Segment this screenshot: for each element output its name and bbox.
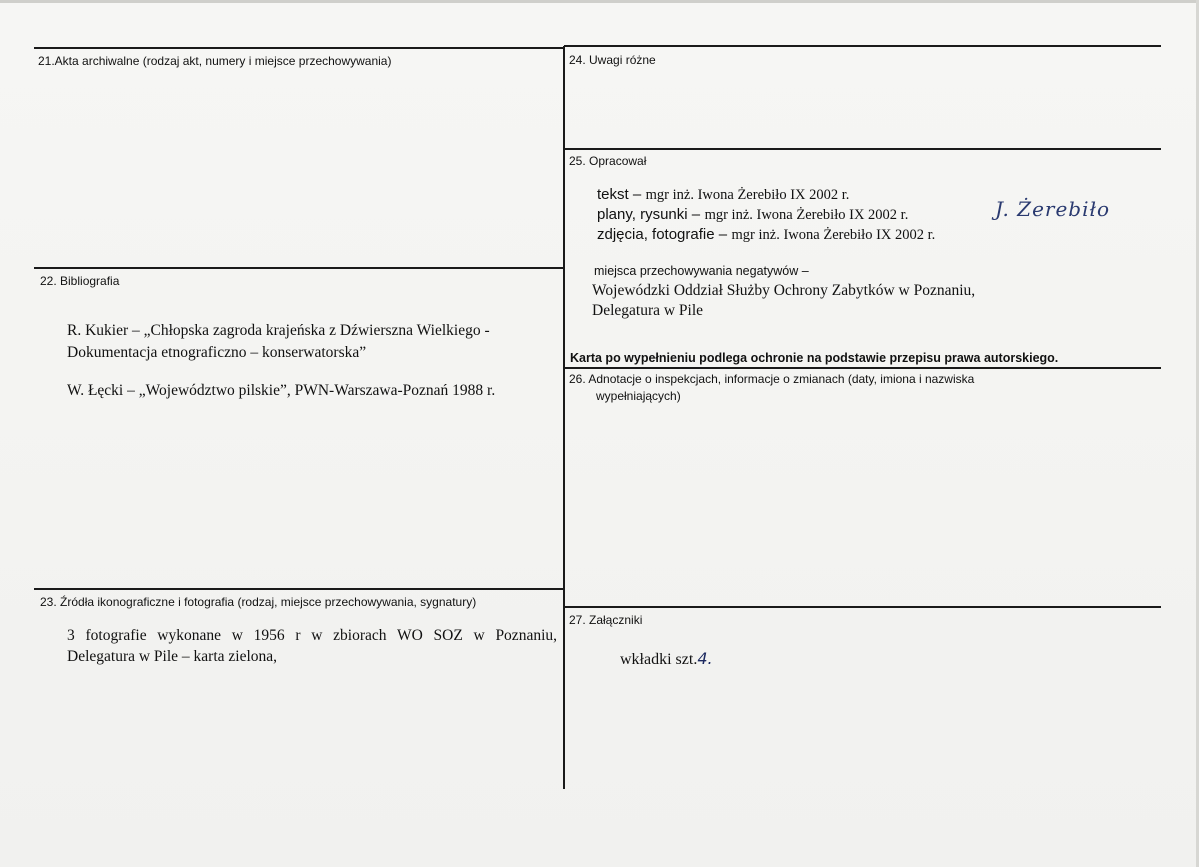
bibliography-entry-2: W. Łęcki – „Województwo pilskie”, PWN-Warszawa-Poznań 1988 r.: [67, 382, 496, 399]
top-rule-right: [564, 45, 1161, 47]
top-rule-left: [34, 47, 564, 49]
prepared-by-role: plany, rysunki –: [597, 206, 701, 223]
handwritten-signature: J. Żerebiło: [995, 197, 1111, 221]
section-26-label-line-1: 26. Adnotacje o inspekcjach, informacje o zmianach (daty, imiona i nazwiska: [569, 372, 975, 386]
attachments-label: wkładki szt.: [620, 651, 698, 668]
section-23-label: 23. Źródła ikonograficzne i fotografia (rodzaj, miejsce przechowywania, sygnatury): [40, 595, 477, 609]
section-22-label: 22. Bibliografia: [40, 274, 120, 288]
prepared-by-role: zdjęcia, fotografie –: [597, 226, 728, 243]
center-divider: [563, 46, 565, 789]
copyright-note: Karta po wypełnieniu podlega ochronie na podstawie przepisu prawa autorskiego.: [570, 351, 1059, 365]
rule-27: [564, 606, 1161, 608]
section-24-label: 24. Uwagi różne: [569, 53, 656, 67]
prepared-by-role: tekst –: [597, 186, 642, 203]
prepared-by-value: mgr inż. Iwona Żerebiło IX 2002 r.: [704, 207, 909, 223]
attachments-handwritten-count: 4.: [697, 649, 713, 668]
negatives-storage-line-2: Delegatura w Pile: [592, 302, 704, 319]
prepared-by-row-plans: [597, 204, 908, 226]
section-21-label: 21.Akta archiwalne (rodzaj akt, numery i miejsce przechowywania): [38, 54, 392, 68]
attachments-text: [620, 648, 713, 670]
iconography-text-line-1: 3 fotografie wykonane w 1956 r w zbiorach WO SOZ w Poznaniu,: [67, 627, 557, 644]
negatives-storage-line-1: Wojewódzki Oddział Służby Ochrony Zabytków w Poznaniu,: [592, 282, 976, 299]
prepared-by-row-text: [597, 184, 849, 206]
prepared-by-value: mgr inż. Iwona Żerebiło IX 2002 r.: [645, 187, 850, 203]
rule-22: [34, 267, 564, 269]
card-top-edge: [0, 0, 1199, 3]
rule-26: [564, 367, 1161, 369]
prepared-by-value: mgr inż. Iwona Żerebiło IX 2002 r.: [731, 227, 936, 243]
section-27-label: 27. Załączniki: [569, 613, 643, 627]
rule-23: [34, 588, 564, 590]
prepared-by-row-photos: [597, 224, 935, 246]
section-26-label-line-2: wypełniających): [596, 389, 681, 403]
rule-25: [564, 148, 1161, 150]
iconography-text-line-2: Delegatura w Pile – karta zielona,: [67, 648, 278, 665]
negatives-storage-label: miejsca przechowywania negatywów –: [594, 264, 809, 278]
bibliography-entry-1-line-1: R. Kukier – „Chłopska zagroda krajeńska z Dźwierszna Wielkiego -: [67, 322, 490, 339]
section-25-label: 25. Opracował: [569, 154, 647, 168]
bibliography-entry-1-line-2: Dokumentacja etnograficzno – konserwatorska”: [67, 344, 367, 361]
